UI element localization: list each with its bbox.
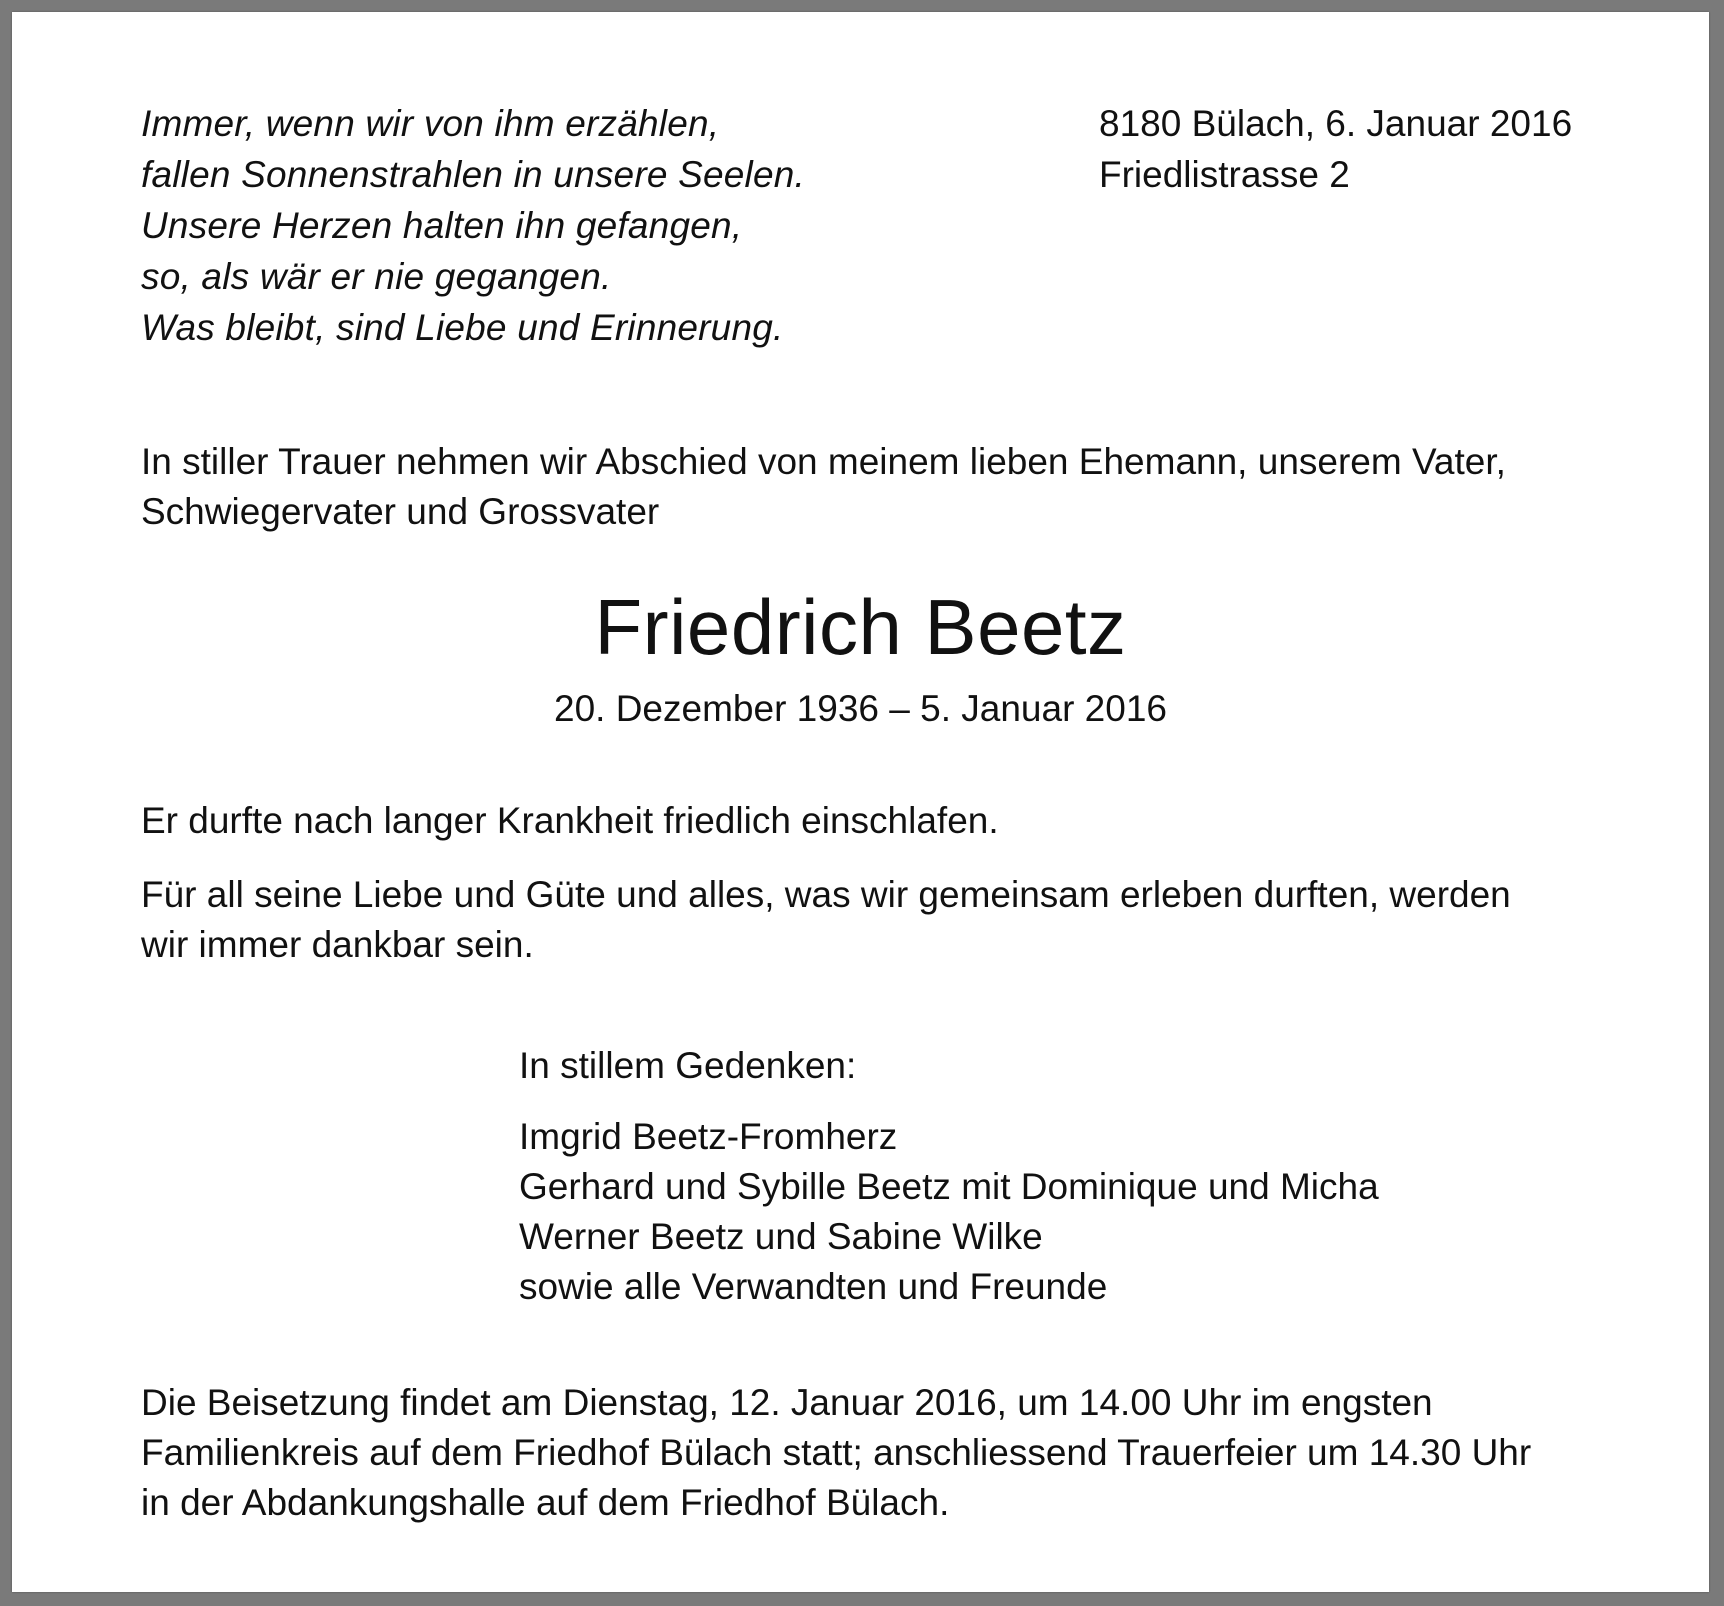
thanks-text	[141, 870, 1511, 970]
deceased-name: Friedrich Beetz	[594, 583, 1127, 671]
mourner-entry: Werner Beetz und Sabine Wilke	[519, 1216, 1043, 1257]
thanks-line: wir immer dankbar sein.	[141, 924, 534, 965]
memory-heading: In stillem Gedenken:	[519, 1045, 857, 1086]
mourner-entry: Gerhard und Sybille Beetz mit Dominique und Micha	[519, 1166, 1379, 1207]
funeral-line: Familienkreis auf dem Friedhof Bülach statt; anschliessend Trauerfeier um 14.30 Uhr	[141, 1432, 1532, 1473]
poem	[141, 98, 805, 353]
intro-text	[141, 437, 1506, 537]
poem-line: fallen Sonnenstrahlen in unsere Seelen.	[141, 154, 805, 195]
city-date: 8180 Bülach, 6. Januar 2016	[1099, 103, 1573, 144]
life-dates: 20. Dezember 1936 – 5. Januar 2016	[554, 688, 1167, 729]
mourner-entry: Imgrid Beetz-Fromherz	[519, 1116, 898, 1157]
intro-line: In stiller Trauer nehmen wir Abschied von meinem lieben Ehemann, unserem Vater,	[141, 441, 1506, 482]
intro-line: Schwiegervater und Grossvater	[141, 491, 660, 532]
mourners-list	[519, 1112, 1379, 1312]
funeral-line: in der Abdankungshalle auf dem Friedhof Bülach.	[141, 1482, 950, 1523]
funeral-details	[141, 1378, 1531, 1528]
obituary-page	[12, 12, 1709, 1592]
street-address: Friedlistrasse 2	[1099, 154, 1350, 195]
poem-line: Unsere Herzen halten ihn gefangen,	[141, 205, 743, 246]
poem-line: Was bleibt, sind Liebe und Erinnerung.	[141, 307, 784, 348]
place-and-date	[1099, 98, 1572, 200]
thanks-line: Für all seine Liebe und Güte und alles, was wir gemeinsam erleben durften, werden	[141, 874, 1511, 915]
poem-line: so, als wär er nie gegangen.	[141, 256, 612, 297]
poem-line: Immer, wenn wir von ihm erzählen,	[141, 103, 720, 144]
funeral-line: Die Beisetzung findet am Dienstag, 12. Januar 2016, um 14.00 Uhr im engsten	[141, 1382, 1433, 1423]
passing-statement: Er durfte nach langer Krankheit friedlich einschlafen.	[141, 800, 999, 841]
mourner-entry: sowie alle Verwandten und Freunde	[519, 1266, 1108, 1307]
